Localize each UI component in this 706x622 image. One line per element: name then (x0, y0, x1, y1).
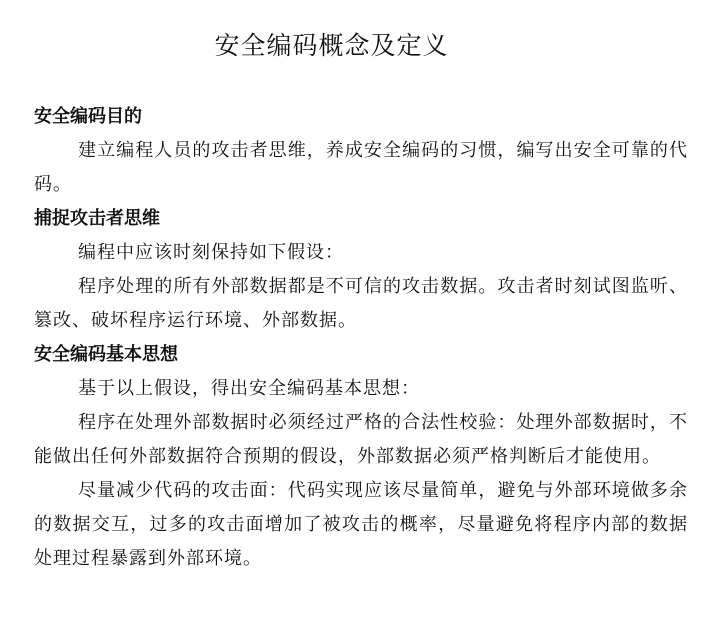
document-title: 安全编码概念及定义 (214, 31, 449, 60)
section-purpose (34, 100, 688, 202)
paragraph: 基于以上假设，得出安全编码基本思想： (78, 378, 420, 399)
document-body (34, 100, 688, 576)
section-basic-principles (34, 338, 688, 576)
section-attacker-mindset (34, 202, 688, 338)
section-heading: 捕捉攻击者思维 (34, 208, 160, 229)
paragraph: 程序在处理外部数据时必须经过严格的合法性校验：处理外部数据时，不能做出任何外部数据符合预期的假设，外部数据必须严格判断后才能使用。 (34, 412, 688, 467)
paragraph: 尽量减少代码的攻击面：代码实现应该尽量简单，避免与外部环境做多余的数据交互，过多的攻击面增加了被攻击的概率，尽量避免将程序内部的数据处理过程暴露到外部环境。 (34, 480, 688, 569)
section-heading: 安全编码基本思想 (34, 344, 178, 365)
section-heading: 安全编码目的 (34, 106, 142, 127)
paragraph: 建立编程人员的攻击者思维，养成安全编码的习惯，编写出安全可靠的代码。 (34, 140, 688, 195)
paragraph: 编程中应该时刻保持如下假设： (78, 242, 344, 263)
paragraph: 程序处理的所有外部数据都是不可信的攻击数据。攻击者时刻试图监听、篡改、破坏程序运行环境、外部数据。 (34, 276, 688, 331)
